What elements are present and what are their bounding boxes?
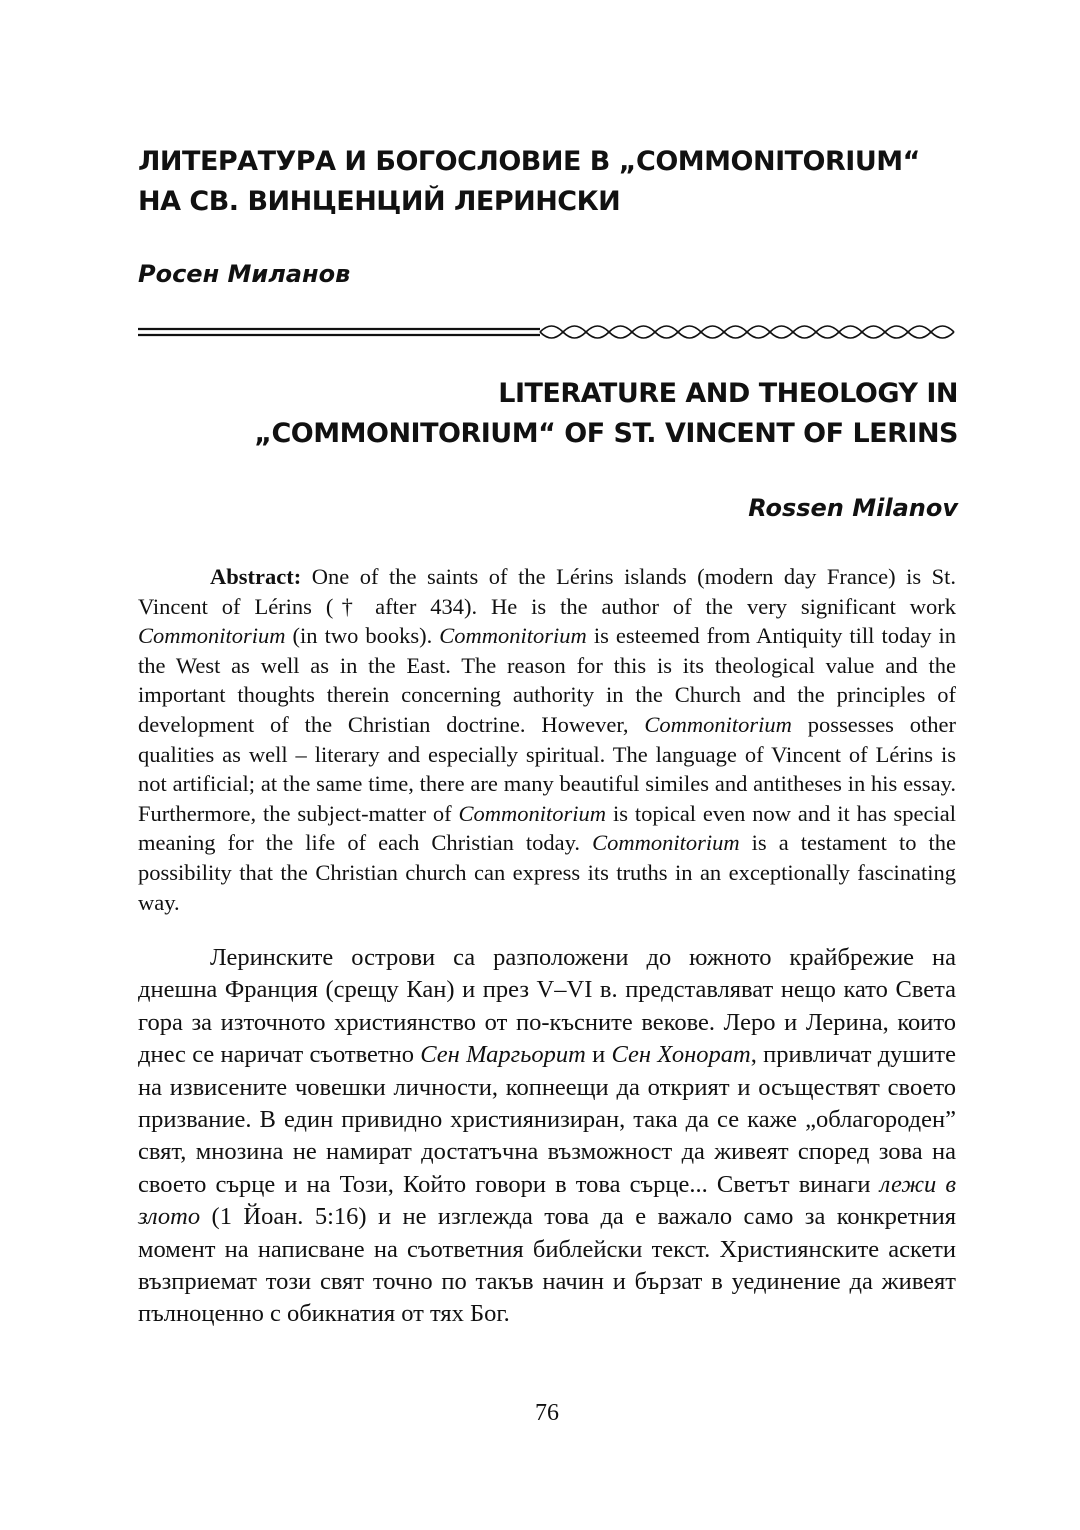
article-title-english xyxy=(138,374,958,454)
body-italic: лежи в злото xyxy=(138,1170,956,1231)
ornamental-divider xyxy=(138,322,958,342)
abstract-italic: Commonitorium xyxy=(592,830,740,856)
abstract-text: possesses other qualities as well – literary and especially spiritual. The language of Vincent of Lérins is not artificial; at the same time, there are many beautiful similes and antitheses in his essay. Furthermore, the subject-matter of xyxy=(138,711,956,826)
title-en-line-2: „COMMONITORIUM“ OF ST. VINCENT OF LERINS xyxy=(254,418,958,449)
body-text: (1 Йоан. 5:16) и не изглежда това да е важало само за конкретния момент на написване на съответния библейски текст. Християнските аскети възприемат този свят точно по такъв начин и бързат в уединение да живеят пълноценно с обикнатия от тях Бог. xyxy=(138,1203,956,1328)
abstract-paragraph xyxy=(138,562,956,917)
abstract-text: One of the saints of the Lérins islands (modern day France) is St. Vincent of Lérins († after 434). He is the author of the very significant work xyxy=(138,564,956,619)
body-text: Леринските острови са разположени до южното крайбрежие на днешна Франция (срещу Кан) и през V–VI в. представляват нещо като Света гора за източното християнство от по-късните векове. Леро и Лерина, които днес се наричат съответно xyxy=(138,944,956,1069)
title-bg-line-1: ЛИТЕРАТУРА И БОГОСЛОВИЕ В „COMMONITORIUM“ xyxy=(138,146,920,177)
article-title-bulgarian xyxy=(138,142,958,222)
body-italic: Сен Хонорат xyxy=(611,1041,751,1069)
body-italic: Сен Маргьорит xyxy=(420,1041,586,1069)
page-number: 76 xyxy=(535,1400,559,1426)
title-en-line-1: LITERATURE AND THEOLOGY IN xyxy=(498,378,958,409)
abstract-italic: Commonitorium xyxy=(138,623,286,649)
body-text: , привличат душите на извисените човешки личности, копнеещи да открият и осъществят своето призвание. В един привидно християнизиран, така да се каже „облагороден” свят, мнозина не намират достатъчна възможност да живеят според зова на своето сърце и на Този, Който говори в това сърце... Светът винаги xyxy=(138,1041,956,1198)
abstract-italic: Commonitorium xyxy=(644,711,792,737)
author-name-english: Rossen Milanov xyxy=(748,494,958,522)
braid-strand-lower xyxy=(540,332,954,338)
abstract-text: is esteemed from Antiquity till today in the West as well as in the East. The reason for this is its theological value and the important thoughts therein concerning authority in the Church and the principles of development of the Christian doctrine. However, xyxy=(138,623,956,737)
abstract-italic: Commonitorium xyxy=(458,800,607,826)
abstract-label: Abstract: xyxy=(210,564,302,589)
abstract-text: is topical even now and it has special meaning for the life of each Christian today. xyxy=(138,800,956,856)
abstract-text: is a testament to the possibility that the Christian church can express its truths in an exceptionally fascinating way. xyxy=(138,830,956,915)
body-text: и xyxy=(585,1041,612,1069)
abstract-text: (in two books). xyxy=(285,623,440,649)
title-bg-line-2: НА СВ. ВИНЦЕНЦИЙ ЛЕРИНСКИ xyxy=(138,186,621,217)
divider-braid xyxy=(540,326,954,338)
body-paragraph xyxy=(138,942,956,1331)
abstract-italic: Commonitorium xyxy=(439,623,587,649)
author-name-bulgarian: Росен Миланов xyxy=(138,260,351,288)
